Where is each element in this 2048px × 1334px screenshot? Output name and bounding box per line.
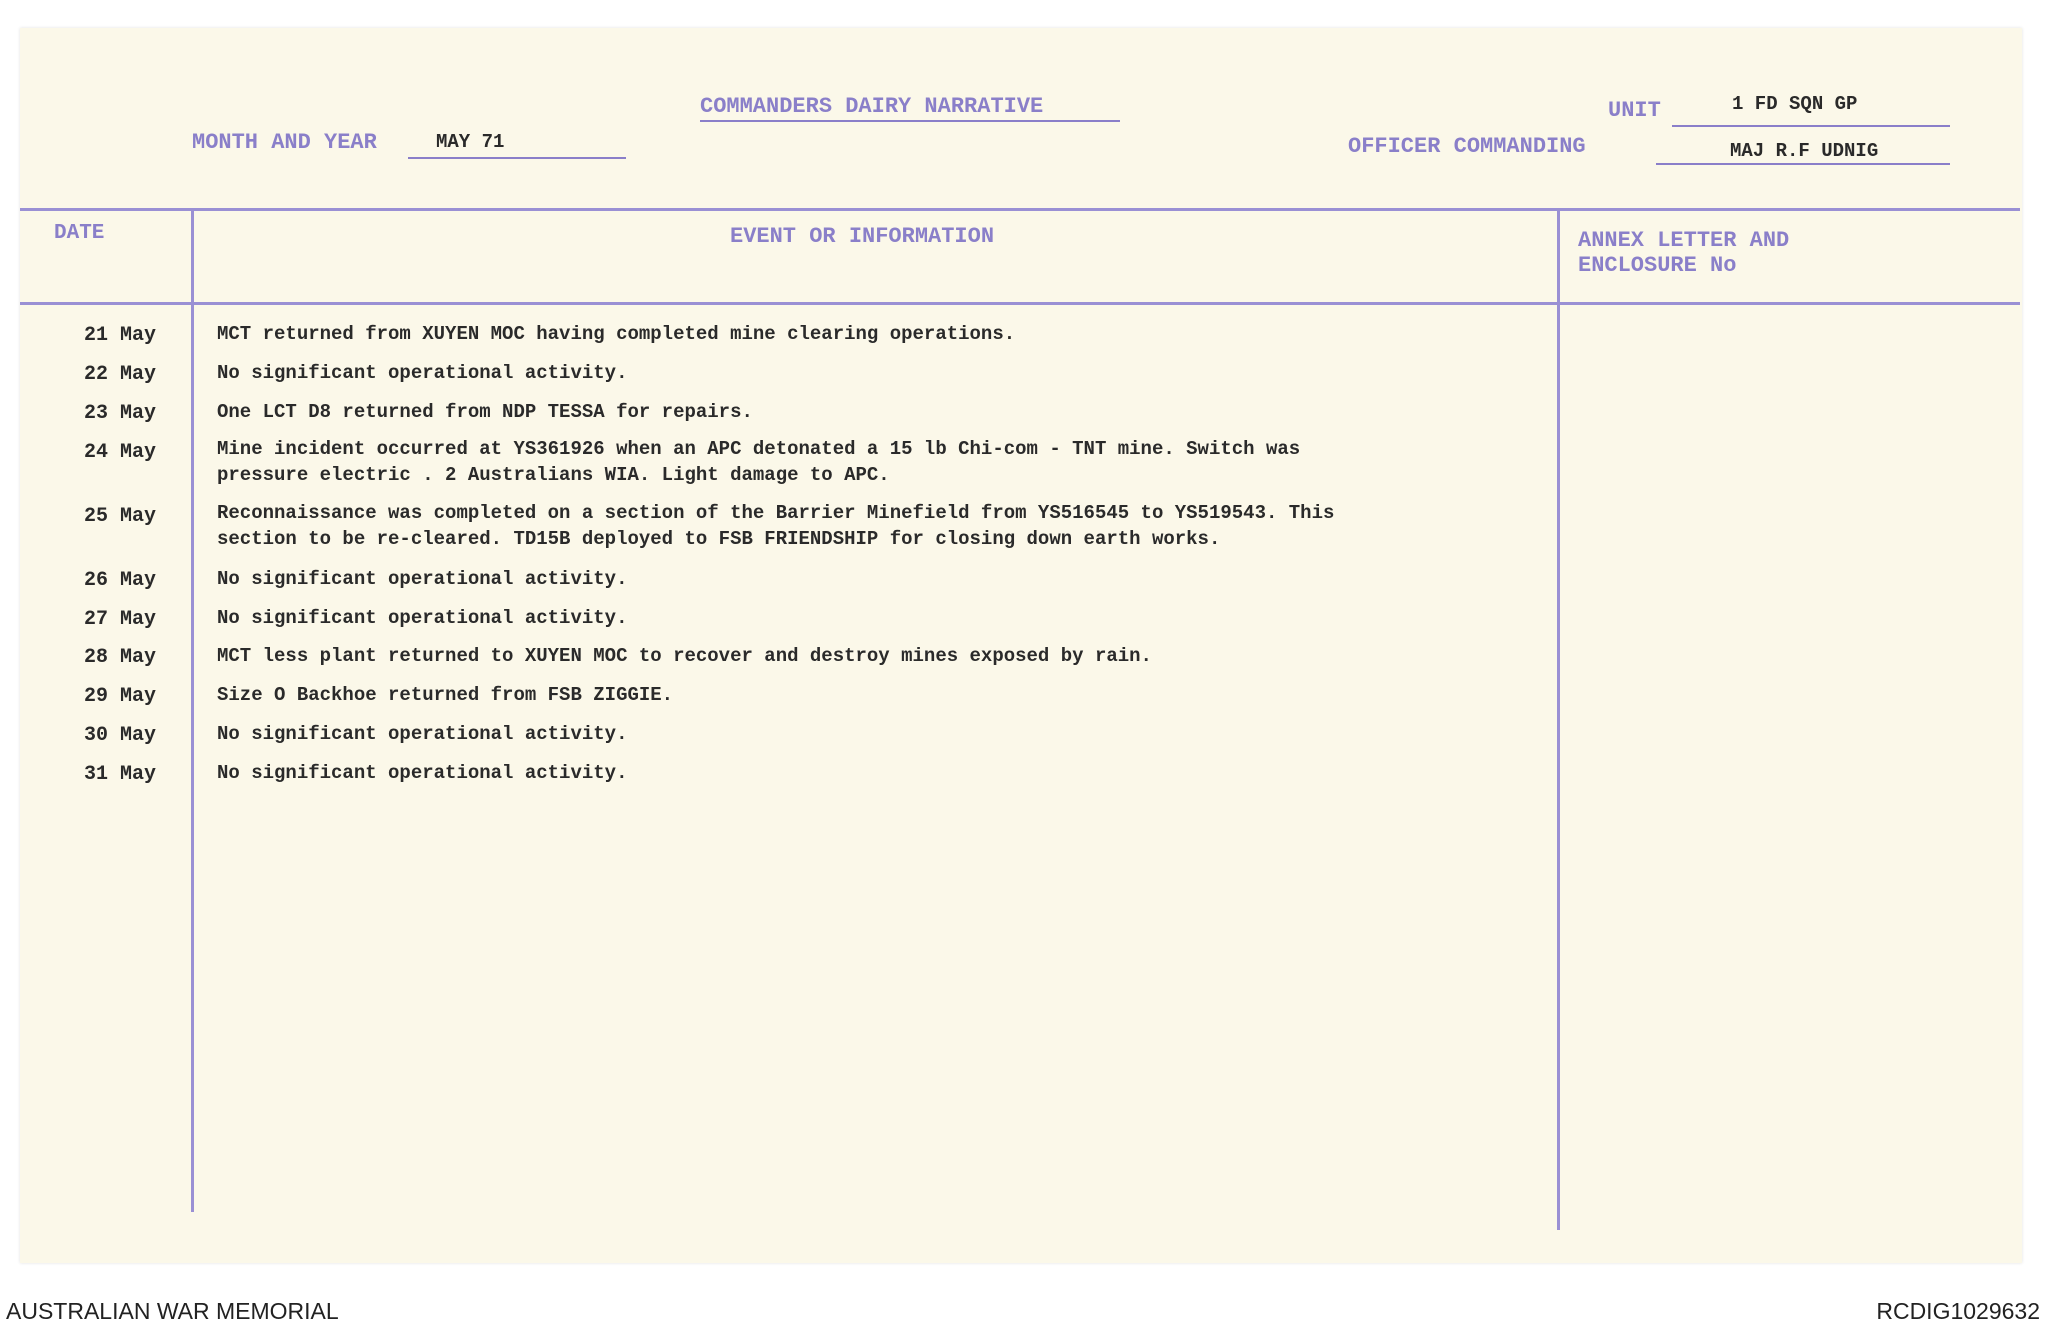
column-header-event: EVENT OR INFORMATION bbox=[730, 224, 995, 249]
entry-date: 30 May bbox=[83, 724, 156, 747]
entry-event: No significant operational activity. bbox=[217, 607, 628, 629]
unit-label: UNIT bbox=[1608, 98, 1661, 123]
entry-event: One LCT D8 returned from NDP TESSA for repairs. bbox=[217, 401, 753, 423]
entry-date: 23 May bbox=[83, 402, 156, 425]
entry-date: 26 May bbox=[83, 569, 156, 592]
entry-event: No significant operational activity. bbox=[217, 362, 628, 384]
title-underline bbox=[700, 120, 1120, 122]
month-year-value: MAY 71 bbox=[436, 131, 505, 153]
annex-column-divider bbox=[1557, 210, 1560, 1230]
entry-date: 29 May bbox=[83, 685, 156, 708]
entry-event: No significant operational activity. bbox=[217, 723, 628, 745]
entry-date: 21 May bbox=[83, 324, 156, 347]
entry-date: 25 May bbox=[83, 505, 156, 528]
entry-date: 24 May bbox=[83, 441, 156, 464]
entry-event: No significant operational activity. bbox=[217, 568, 628, 590]
month-year-underline bbox=[408, 157, 626, 159]
entry-date: 27 May bbox=[83, 608, 156, 631]
column-header-annex-line1: ANNEX LETTER AND bbox=[1578, 228, 1790, 253]
unit-underline bbox=[1672, 125, 1950, 127]
archive-reference: RCDIG1029632 bbox=[1876, 1298, 2040, 1324]
date-column-divider bbox=[191, 210, 194, 1212]
entry-date: 31 May bbox=[83, 763, 156, 786]
entry-event: Mine incident occurred at YS361926 when an APC detonated a 15 lb Chi-com - TNT mine. Switch was pressure electric . 2 Australians WIA. Light damage to APC. bbox=[217, 438, 1301, 486]
entry-date: 28 May bbox=[83, 646, 156, 669]
entry-date: 22 May bbox=[83, 363, 156, 386]
unit-value: 1 FD SQN GP bbox=[1732, 93, 1858, 115]
header-bottom-rule bbox=[20, 302, 2020, 305]
table-top-rule bbox=[20, 208, 2020, 211]
document-title: COMMANDERS DAIRY NARRATIVE bbox=[700, 94, 1044, 119]
column-header-annex-line2: ENCLOSURE No bbox=[1578, 253, 1737, 278]
entry-event: Reconnaissance was completed on a section of the Barrier Minefield from YS516545 to YS519543. This section to be re-cleared. TD15B deployed to FSB FRIENDSHIP for closing down earth works. bbox=[217, 502, 1335, 550]
entry-event: No significant operational activity. bbox=[217, 762, 628, 784]
entry-event: Size O Backhoe returned from FSB ZIGGIE. bbox=[217, 684, 674, 706]
column-header-date: DATE bbox=[54, 222, 105, 245]
month-year-label: MONTH AND YEAR bbox=[192, 130, 377, 155]
entry-event: MCT less plant returned to XUYEN MOC to recover and destroy mines exposed by rain. bbox=[217, 645, 1152, 667]
officer-underline bbox=[1656, 163, 1950, 165]
officer-value: MAJ R.F UDNIG bbox=[1730, 140, 1879, 162]
archive-credit: AUSTRALIAN WAR MEMORIAL bbox=[6, 1298, 339, 1324]
entry-event: MCT returned from XUYEN MOC having completed mine clearing operations. bbox=[217, 323, 1016, 345]
officer-label: OFFICER COMMANDING bbox=[1348, 134, 1586, 159]
